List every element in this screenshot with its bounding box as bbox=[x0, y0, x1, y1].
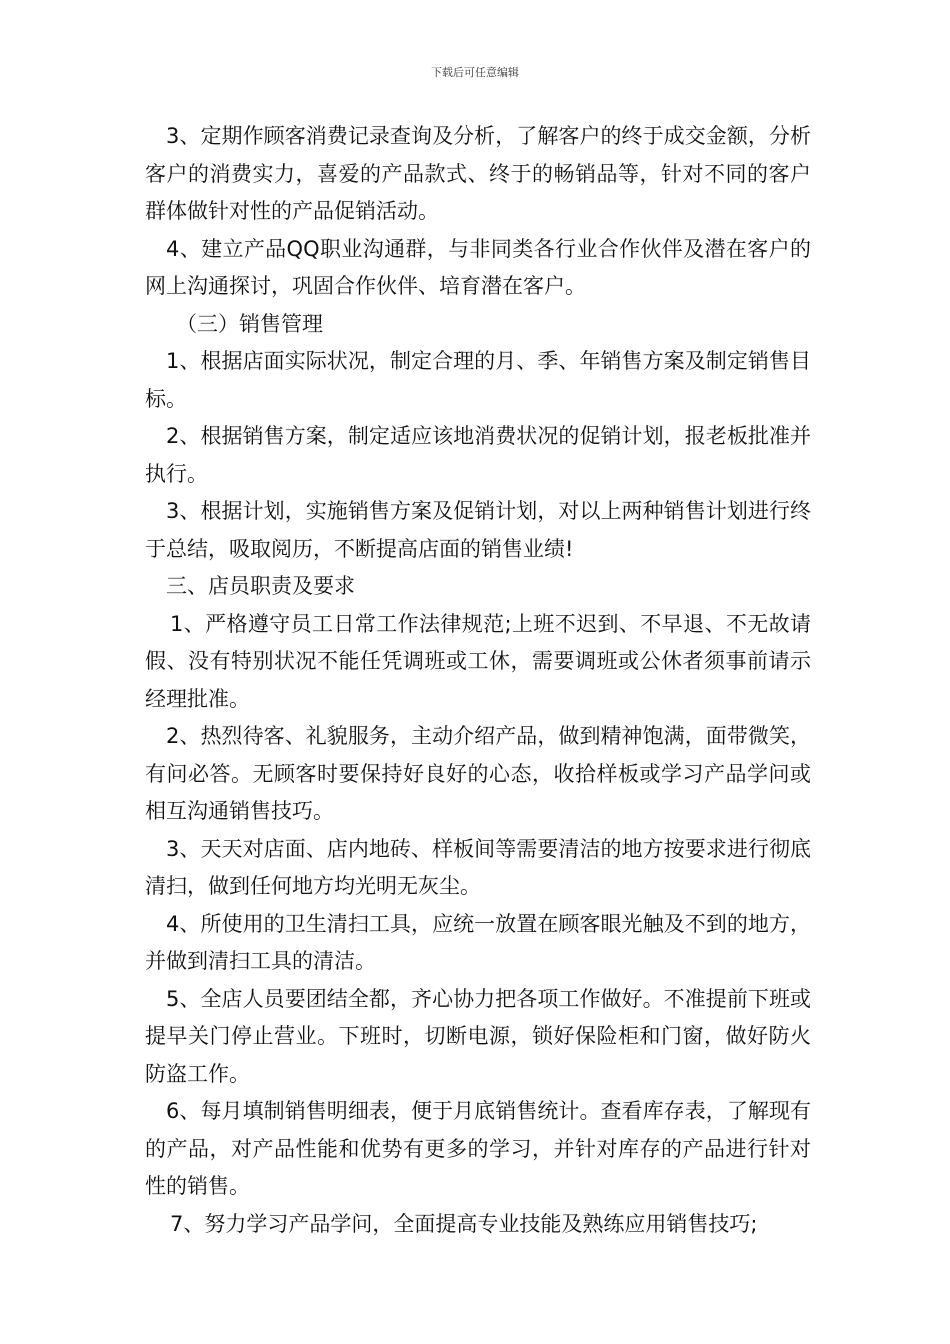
paragraph: 4、所使用的卫生清扫工具，应统一放置在顾客眼光触及不到的地方，并做到清扫工具的清洁。 bbox=[145, 911, 811, 973]
paragraph: 3、根据计划，实施销售方案及促销计划，对以上两种销售计划进行终于总结，吸取阅历，不断提高店面的销售业绩! bbox=[145, 499, 811, 561]
paragraph: 7、努力学习产品学问，全面提高专业技能及熟练应用销售技巧; bbox=[170, 1211, 758, 1236]
paragraph: 1、严格遵守员工日常工作法律规范;上班不迟到、不早退、不无故请假、没有特别状况不能任凭调班或工休，需要调班或公休者须事前请示经理批准。 bbox=[145, 611, 811, 711]
section-heading: 三、店员职责及要求 bbox=[166, 574, 355, 598]
paragraph: 6、每月填制销售明细表，便于月底销售统计。查看库存表，了解现有的产品，对产品性能和优势有更多的学习，并针对库存的产品进行针对性的销售。 bbox=[145, 1099, 811, 1198]
paragraph: 5、全店人员要团结全都，齐心协力把各项工作做好。不准提前下班或提早关门停止营业。下班时，切断电源，锁好保险柜和门窗，做好防火防盗工作。 bbox=[145, 986, 811, 1086]
paragraph: 1、根据店面实际状况，制定合理的月、季、年销售方案及制定销售目标。 bbox=[145, 349, 811, 411]
paragraph: 2、热烈待客、礼貌服务，主动介绍产品，做到精神饱满，面带微笑，有问必答。无顾客时要保持好良好的心态，收拾样板或学习产品学问或相互沟通销售技巧。 bbox=[145, 724, 811, 823]
document-body bbox=[145, 118, 811, 1243]
paragraph: 4、建立产品QQ职业沟通群，与非同类各行业合作伙伴及潜在客户的网上沟通探讨，巩固合作伙伴、培育潜在客户。 bbox=[145, 236, 811, 298]
paragraph: 3、定期作顾客消费记录查询及分析，了解客户的终于成交金额，分析客户的消费实力，喜爱的产品款式、终于的畅销品等，针对不同的客户群体做针对性的产品促销活动。 bbox=[145, 124, 811, 223]
header-note: 下载后可任意编辑 bbox=[431, 66, 519, 79]
paragraph: 2、根据销售方案，制定适应该地消费状况的促销计划，报老板批准并执行。 bbox=[145, 424, 811, 486]
section-heading: （三）销售管理 bbox=[176, 311, 323, 336]
paragraph: 3、天天对店面、店内地砖、样板间等需要清洁的地方按要求进行彻底清扫，做到任何地方均光明无灰尘。 bbox=[145, 836, 811, 898]
